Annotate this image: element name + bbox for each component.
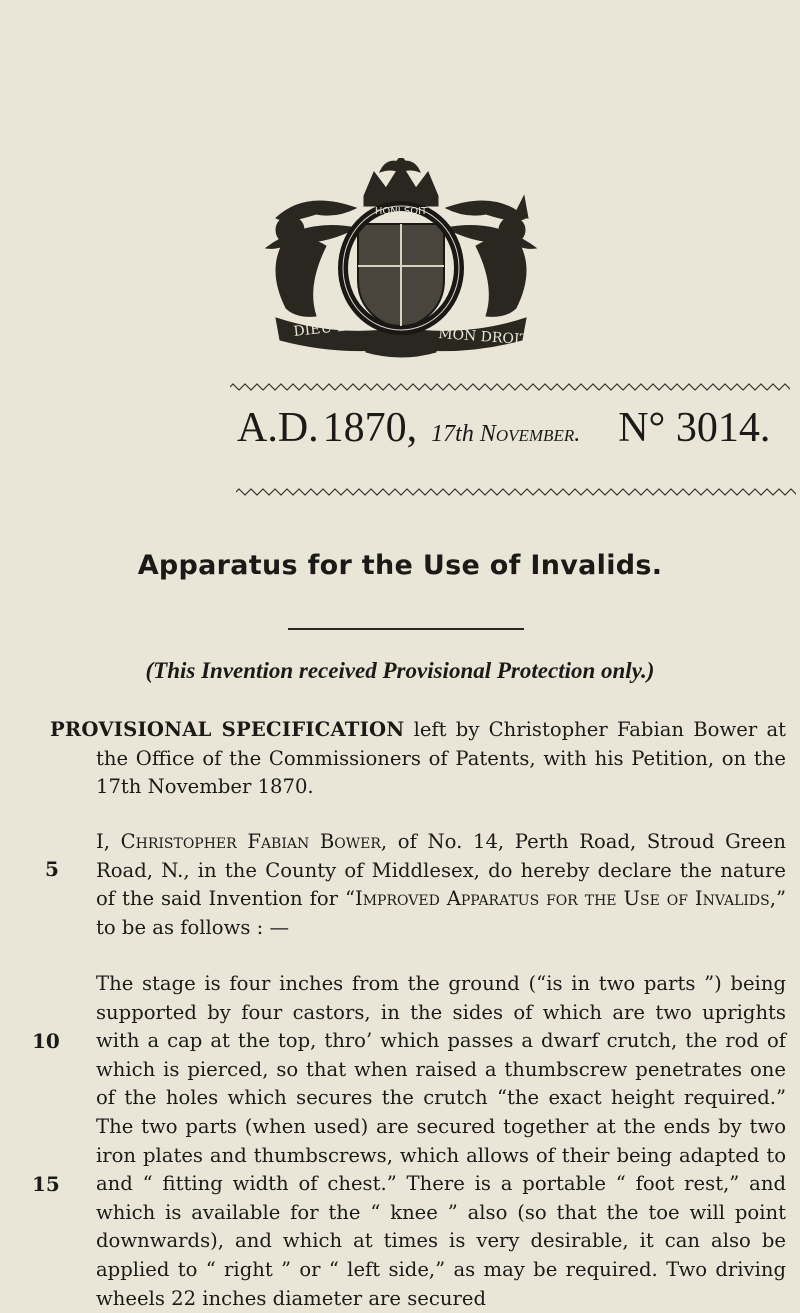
document-title: Apparatus for the Use of Invalids. <box>137 550 663 581</box>
garter-motto: HONI SOIT <box>374 206 428 217</box>
patent-number: N° 3014. <box>618 405 771 451</box>
body-text: The stage is four inches from the ground (“is in two parts ”) being supported by four castors, in the sides of which are two uprights with a cap at the top, thro’ which passes a dwarf crutch, the rod of which is pierced, so that when raised a thumbscrew penetrates one of the holes which secures the crutch “the exact height required.” The two parts (when used) are secured together at the ends by two iron plates and thumbscrews, which allows of their being adapted to and “ fitting width of chest.” There is a portable “ foot rest,” and which is available for the “ knee ” also (so that the toe will point downwards), and which at times is very desirable, it can also be applied to “ right ” or “ left side,” as may be required. Two driving wheels 22 inches diameter are secured <box>96 972 786 1310</box>
specification-paragraph <box>50 716 786 802</box>
year: 1870, <box>322 405 418 451</box>
wavy-rule-top <box>230 382 790 392</box>
date-month: November. <box>479 421 581 447</box>
invention-title: Improved Apparatus for the Use of Invalids <box>354 887 770 911</box>
motto-left: DIEU ET <box>292 317 357 340</box>
spec-lead: PROVISIONAL SPECIFICATION <box>50 718 405 741</box>
wavy-rule-bottom <box>236 487 796 497</box>
ad-label: A.D. <box>237 405 319 451</box>
patent-date <box>431 421 580 447</box>
motto-right: MON DROIT <box>437 326 530 349</box>
inventor-name: Christopher Fabian Bower <box>120 830 381 853</box>
patent-header <box>237 404 797 452</box>
spec-rest: left by Christopher Fabian Bower at the Office of the Commissioners of Patents, with his Petition, on the 17th November 1870. <box>96 718 786 799</box>
line-number-10: 10 <box>32 1029 60 1053</box>
royal-coat-of-arms <box>246 158 556 358</box>
date-day: 17th <box>431 421 474 447</box>
body-paragraph <box>96 970 786 1313</box>
declaration-paragraph <box>96 828 786 942</box>
line-number-5: 5 <box>45 857 59 881</box>
title-rule <box>288 628 524 630</box>
provisional-note: (This Invention received Provisional Protection only.) <box>145 658 655 683</box>
line-number-15: 15 <box>32 1172 60 1196</box>
declaration-intro: I, <box>96 830 121 853</box>
declaration-body: , of No. 14, Perth Road, Stroud Green Road, N., in the County of Middlesex, do hereby declare the nature of the said Invention for “ <box>96 830 786 911</box>
declaration-end: ,” to be as follows : — <box>96 887 786 939</box>
